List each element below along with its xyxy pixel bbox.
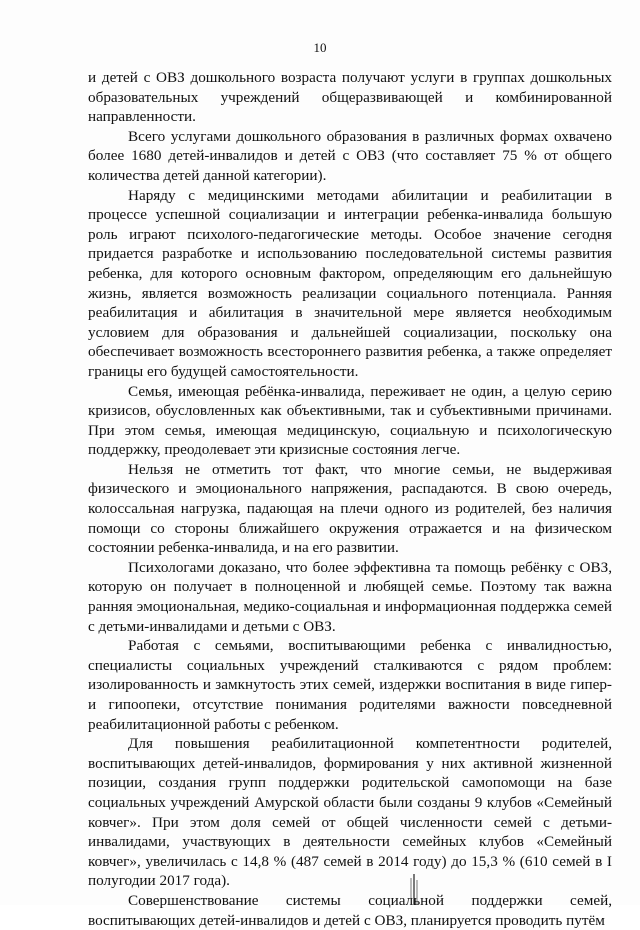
paragraph-5: Нельзя не отметить тот факт, что многие семьи, не выдерживая физического и эмоционального напряжения, распадаются. В свою очередь, колоссальная нагрузка, падающая на плечи одного из родителей, без наличия помощи со стороны ближайшего окружения отражается и на физическом состоянии ребенка-инвалида, и на его развитии. (88, 460, 612, 557)
paragraph-3: Наряду с медицинскими методами абилитации и реабилитации в процессе успешной социализации и интеграции ребенка-инвалида большую роль играют психолого-педагогические методы. Особое значение сегодня придается разработке и использованию последовательной системы развития ребенка, для которого основным фактором, определяющим его дальнейшую жизнь, является возможность реализации социального потенциала. Ранняя реабилитация и абилитация в значительной мере является необходимым условием для образования и дальнейшей социализации, поскольку она обеспечивает возможность всестороннего развития ребенка, а также определяет границы его будущей самостоятельности. (88, 186, 612, 380)
body-text (88, 68, 612, 930)
page-number: 10 (313, 40, 327, 55)
paragraph-2: Всего услугами дошкольного образования в различных формах охвачено более 1680 детей-инвалидов и детей с ОВЗ (что составляет 75 % от общего количества детей данной категории). (88, 127, 612, 184)
paragraph-9: Совершенствование системы социальной поддержки семей, воспитывающих детей-инвалидов и детей с ОВЗ, планируется проводить путём (88, 891, 612, 929)
paragraph-7: Работая с семьями, воспитывающими ребенка с инвалидностью, специалисты социальных учреждений сталкиваются с рядом проблем: изолированность и замкнутость этих семей, издержки воспитания в виде гипер- и гипоопеки, отсутствие понимания родителями важности повседневной реабилитационной работы с ребенком. (88, 637, 612, 733)
binding-stitch-mark (407, 874, 421, 905)
paragraph-8: Для повышения реабилитационной компетентности родителей, воспитывающих детей-инвалидов, формирования у них активной жизненной позиции, создания групп поддержки родительской самопомощи на базе социальных учреждений Амурской области были созданы 9 клубов «Семейный ковчег». При этом доля семей от общей численности семей с детьми-инвалидами, участвующих в деятельности семейных клубов «Семейный ковчег», увеличилась с 14,8 % (487 семей в 2014 году) до 15,3 % (610 семей в I полугодии 2017 года). (88, 735, 612, 890)
paragraph-4: Семья, имеющая ребёнка-инвалида, переживает не один, а целую серию кризисов, обусловленных как объективными, так и субъективными причинами. При этом семья, имеющая медицинскую, социальную и психологическую поддержку, преодолевает эти кризисные состояния легче. (88, 382, 612, 459)
paragraph-6: Психологами доказано, что более эффективна та помощь ребёнку с ОВЗ, которую он получает в полноценной и любящей семье. Поэтому так важна ранняя эмоциональная, медико-социальная и информационная поддержка семей с детьми-инвалидами и детьми с ОВЗ. (88, 558, 612, 635)
paragraph-1: и детей с ОВЗ дошкольного возраста получают услуги в группах дошкольных образовательных учреждений общеразвивающей и комбинированной направленности. (88, 69, 612, 126)
